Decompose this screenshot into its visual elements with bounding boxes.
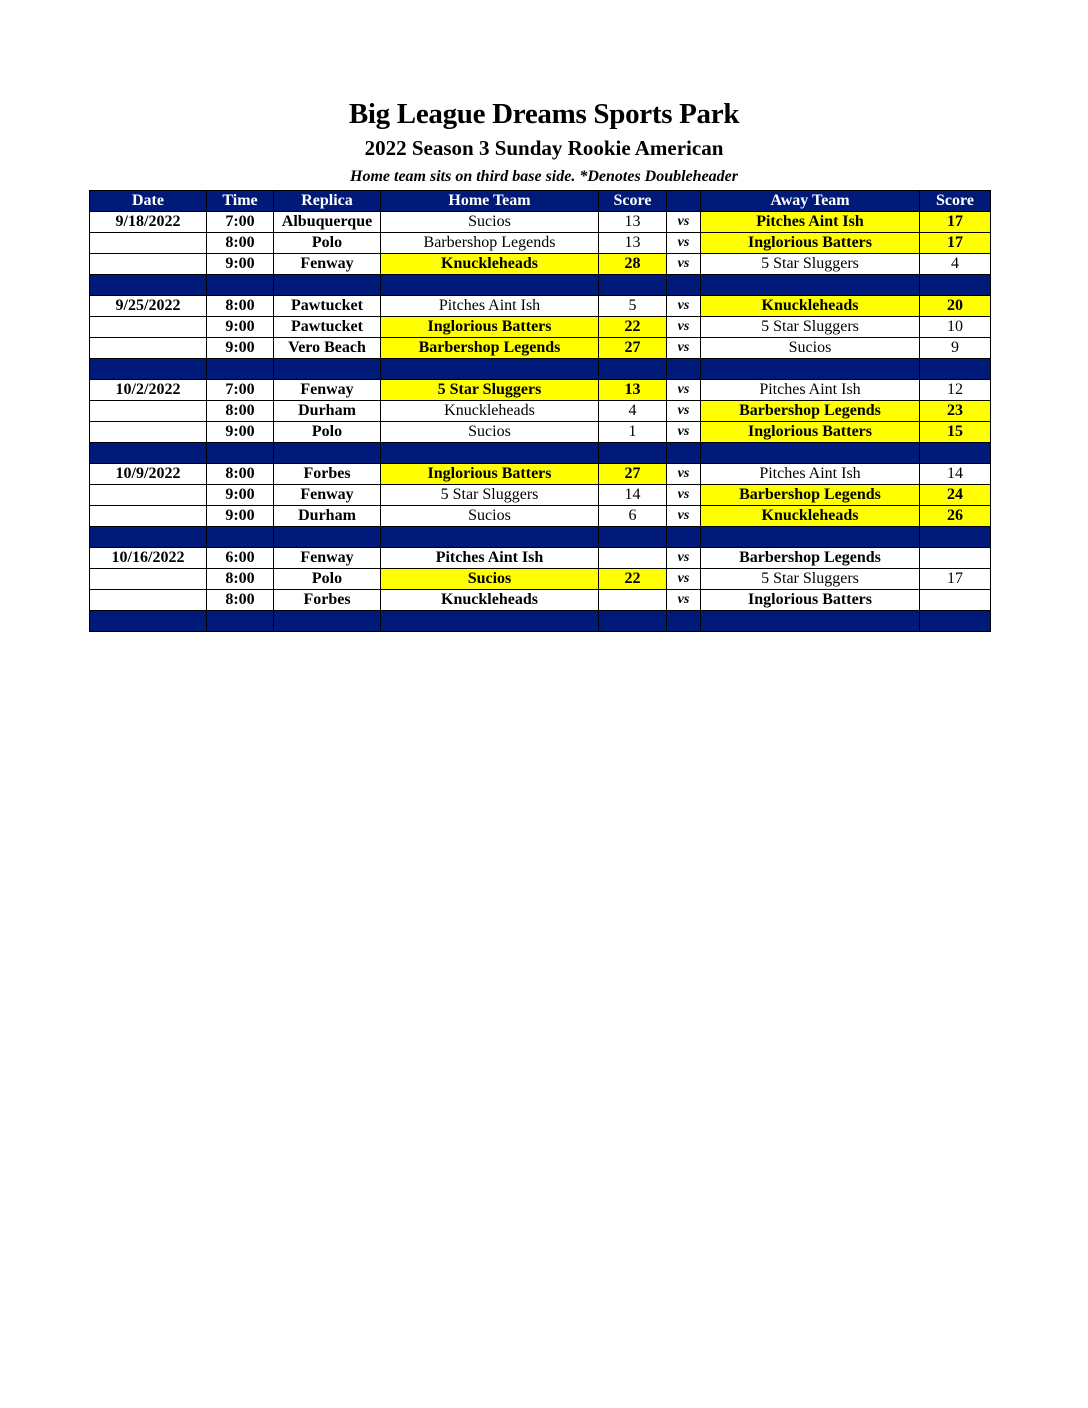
separator-cell — [599, 527, 667, 548]
replica-cell: Forbes — [274, 464, 381, 485]
home-team-cell: 5 Star Sluggers — [381, 380, 599, 401]
home-team-cell: 5 Star Sluggers — [381, 485, 599, 506]
separator-cell — [381, 527, 599, 548]
time-cell: 7:00 — [207, 212, 274, 233]
date-cell — [90, 401, 207, 422]
home-score-cell: 27 — [599, 464, 667, 485]
time-cell: 9:00 — [207, 317, 274, 338]
date-cell: 10/2/2022 — [90, 380, 207, 401]
time-cell: 9:00 — [207, 485, 274, 506]
replica-cell: Durham — [274, 401, 381, 422]
separator-cell — [274, 359, 381, 380]
date-cell — [90, 338, 207, 359]
home-score-cell — [599, 590, 667, 611]
time-cell: 8:00 — [207, 569, 274, 590]
home-team-cell: Sucios — [381, 506, 599, 527]
header-home-score: Score — [599, 191, 667, 212]
separator-cell — [207, 359, 274, 380]
header-vs — [667, 191, 701, 212]
time-cell: 9:00 — [207, 506, 274, 527]
separator-cell — [667, 275, 701, 296]
separator-cell — [381, 275, 599, 296]
away-team-cell: Knuckleheads — [701, 296, 920, 317]
separator-cell — [274, 611, 381, 632]
separator-cell — [667, 527, 701, 548]
away-score-cell: 14 — [920, 464, 991, 485]
away-score-cell: 4 — [920, 254, 991, 275]
separator-cell — [701, 611, 920, 632]
replica-cell: Albuquerque — [274, 212, 381, 233]
vs-cell: vs — [667, 338, 701, 359]
vs-cell: vs — [667, 506, 701, 527]
away-team-cell: Barbershop Legends — [701, 401, 920, 422]
home-team-cell: Pitches Aint Ish — [381, 296, 599, 317]
separator-cell — [274, 443, 381, 464]
separator-row — [90, 527, 991, 548]
replica-cell: Polo — [274, 422, 381, 443]
replica-cell: Fenway — [274, 485, 381, 506]
header-away-team: Away Team — [701, 191, 920, 212]
time-cell: 9:00 — [207, 338, 274, 359]
separator-cell — [207, 275, 274, 296]
date-cell — [90, 254, 207, 275]
away-team-cell: 5 Star Sluggers — [701, 317, 920, 338]
replica-cell: Polo — [274, 569, 381, 590]
vs-cell: vs — [667, 254, 701, 275]
away-score-cell — [920, 548, 991, 569]
time-cell: 8:00 — [207, 464, 274, 485]
home-score-cell: 5 — [599, 296, 667, 317]
time-cell: 7:00 — [207, 380, 274, 401]
home-team-cell: Knuckleheads — [381, 254, 599, 275]
schedule-body — [90, 212, 991, 632]
vs-cell: vs — [667, 569, 701, 590]
home-score-cell: 27 — [599, 338, 667, 359]
away-team-cell: Barbershop Legends — [701, 548, 920, 569]
date-cell: 9/25/2022 — [90, 296, 207, 317]
replica-cell: Pawtucket — [274, 296, 381, 317]
table-row — [90, 485, 991, 506]
away-score-cell: 23 — [920, 401, 991, 422]
separator-cell — [90, 443, 207, 464]
header-replica: Replica — [274, 191, 381, 212]
table-row — [90, 548, 991, 569]
table-row — [90, 317, 991, 338]
away-team-cell: Knuckleheads — [701, 506, 920, 527]
time-cell: 8:00 — [207, 401, 274, 422]
separator-cell — [667, 611, 701, 632]
separator-cell — [90, 611, 207, 632]
home-team-cell: Barbershop Legends — [381, 338, 599, 359]
separator-cell — [90, 527, 207, 548]
home-team-cell: Sucios — [381, 212, 599, 233]
replica-cell: Vero Beach — [274, 338, 381, 359]
home-team-cell: Knuckleheads — [381, 401, 599, 422]
away-score-cell: 17 — [920, 233, 991, 254]
away-team-cell: Sucios — [701, 338, 920, 359]
table-row — [90, 338, 991, 359]
time-cell: 6:00 — [207, 548, 274, 569]
date-cell — [90, 506, 207, 527]
away-team-cell: Pitches Aint Ish — [701, 464, 920, 485]
home-team-cell: Inglorious Batters — [381, 464, 599, 485]
replica-cell: Fenway — [274, 548, 381, 569]
away-team-cell: Barbershop Legends — [701, 485, 920, 506]
home-team-cell: Barbershop Legends — [381, 233, 599, 254]
time-cell: 9:00 — [207, 422, 274, 443]
separator-cell — [381, 611, 599, 632]
separator-cell — [207, 527, 274, 548]
away-score-cell: 15 — [920, 422, 991, 443]
away-team-cell: 5 Star Sluggers — [701, 254, 920, 275]
replica-cell: Pawtucket — [274, 317, 381, 338]
away-team-cell: Pitches Aint Ish — [701, 212, 920, 233]
date-cell: 9/18/2022 — [90, 212, 207, 233]
time-cell: 8:00 — [207, 296, 274, 317]
vs-cell: vs — [667, 464, 701, 485]
replica-cell: Forbes — [274, 590, 381, 611]
home-team-cell: Pitches Aint Ish — [381, 548, 599, 569]
separator-cell — [90, 275, 207, 296]
header-date: Date — [90, 191, 207, 212]
separator-cell — [667, 359, 701, 380]
date-cell: 10/16/2022 — [90, 548, 207, 569]
table-row — [90, 401, 991, 422]
away-score-cell: 26 — [920, 506, 991, 527]
home-team-cell: Knuckleheads — [381, 590, 599, 611]
date-cell — [90, 569, 207, 590]
separator-cell — [920, 443, 991, 464]
home-score-cell: 28 — [599, 254, 667, 275]
date-cell — [90, 590, 207, 611]
away-score-cell: 24 — [920, 485, 991, 506]
separator-cell — [701, 275, 920, 296]
home-score-cell — [599, 548, 667, 569]
home-score-cell: 22 — [599, 569, 667, 590]
separator-cell — [920, 275, 991, 296]
date-cell — [90, 317, 207, 338]
table-row — [90, 233, 991, 254]
separator-row — [90, 359, 991, 380]
table-row — [90, 380, 991, 401]
separator-cell — [207, 443, 274, 464]
header-row — [90, 191, 991, 212]
vs-cell: vs — [667, 212, 701, 233]
separator-cell — [701, 359, 920, 380]
vs-cell: vs — [667, 401, 701, 422]
page-title: Big League Dreams Sports Park — [348, 98, 740, 130]
replica-cell: Durham — [274, 506, 381, 527]
separator-row — [90, 611, 991, 632]
header-away-score: Score — [920, 191, 991, 212]
separator-cell — [599, 275, 667, 296]
replica-cell: Polo — [274, 233, 381, 254]
time-cell: 9:00 — [207, 254, 274, 275]
vs-cell: vs — [667, 548, 701, 569]
date-cell: 10/9/2022 — [90, 464, 207, 485]
vs-cell: vs — [667, 590, 701, 611]
table-row — [90, 422, 991, 443]
separator-cell — [381, 443, 599, 464]
table-row — [90, 212, 991, 233]
separator-cell — [920, 527, 991, 548]
away-score-cell: 17 — [920, 569, 991, 590]
home-team-cell: Sucios — [381, 422, 599, 443]
header-time: Time — [207, 191, 274, 212]
table-row — [90, 569, 991, 590]
vs-cell: vs — [667, 317, 701, 338]
date-cell — [90, 485, 207, 506]
header-home-team: Home Team — [381, 191, 599, 212]
separator-cell — [274, 275, 381, 296]
away-team-cell: Inglorious Batters — [701, 590, 920, 611]
date-cell — [90, 422, 207, 443]
separator-cell — [381, 359, 599, 380]
vs-cell: vs — [667, 485, 701, 506]
table-row — [90, 296, 991, 317]
home-score-cell: 14 — [599, 485, 667, 506]
away-team-cell: Inglorious Batters — [701, 422, 920, 443]
home-score-cell: 6 — [599, 506, 667, 527]
home-score-cell: 4 — [599, 401, 667, 422]
home-team-cell: Inglorious Batters — [381, 317, 599, 338]
away-score-cell — [920, 590, 991, 611]
separator-row — [90, 275, 991, 296]
home-team-cell: Sucios — [381, 569, 599, 590]
away-score-cell: 20 — [920, 296, 991, 317]
page-subtitle: 2022 Season 3 Sunday Rookie American — [364, 136, 724, 160]
separator-cell — [90, 359, 207, 380]
schedule-table — [89, 190, 991, 632]
separator-row — [90, 443, 991, 464]
separator-cell — [599, 359, 667, 380]
time-cell: 8:00 — [207, 590, 274, 611]
separator-cell — [599, 443, 667, 464]
separator-cell — [701, 527, 920, 548]
separator-cell — [920, 359, 991, 380]
home-score-cell: 22 — [599, 317, 667, 338]
replica-cell: Fenway — [274, 254, 381, 275]
vs-cell: vs — [667, 296, 701, 317]
time-cell: 8:00 — [207, 233, 274, 254]
away-team-cell: 5 Star Sluggers — [701, 569, 920, 590]
away-score-cell: 9 — [920, 338, 991, 359]
separator-cell — [701, 443, 920, 464]
separator-cell — [207, 611, 274, 632]
date-cell — [90, 233, 207, 254]
home-score-cell: 13 — [599, 233, 667, 254]
away-score-cell: 17 — [920, 212, 991, 233]
schedule-note: Home team sits on third base side. *Denotes Doubleheader — [350, 168, 738, 185]
away-team-cell: Inglorious Batters — [701, 233, 920, 254]
separator-cell — [274, 527, 381, 548]
vs-cell: vs — [667, 380, 701, 401]
vs-cell: vs — [667, 233, 701, 254]
table-row — [90, 464, 991, 485]
home-score-cell: 13 — [599, 212, 667, 233]
away-score-cell: 12 — [920, 380, 991, 401]
separator-cell — [667, 443, 701, 464]
away-score-cell: 10 — [920, 317, 991, 338]
separator-cell — [599, 611, 667, 632]
home-score-cell: 1 — [599, 422, 667, 443]
table-row — [90, 506, 991, 527]
replica-cell: Fenway — [274, 380, 381, 401]
home-score-cell: 13 — [599, 380, 667, 401]
vs-cell: vs — [667, 422, 701, 443]
separator-cell — [920, 611, 991, 632]
away-team-cell: Pitches Aint Ish — [701, 380, 920, 401]
table-row — [90, 254, 991, 275]
table-row — [90, 590, 991, 611]
